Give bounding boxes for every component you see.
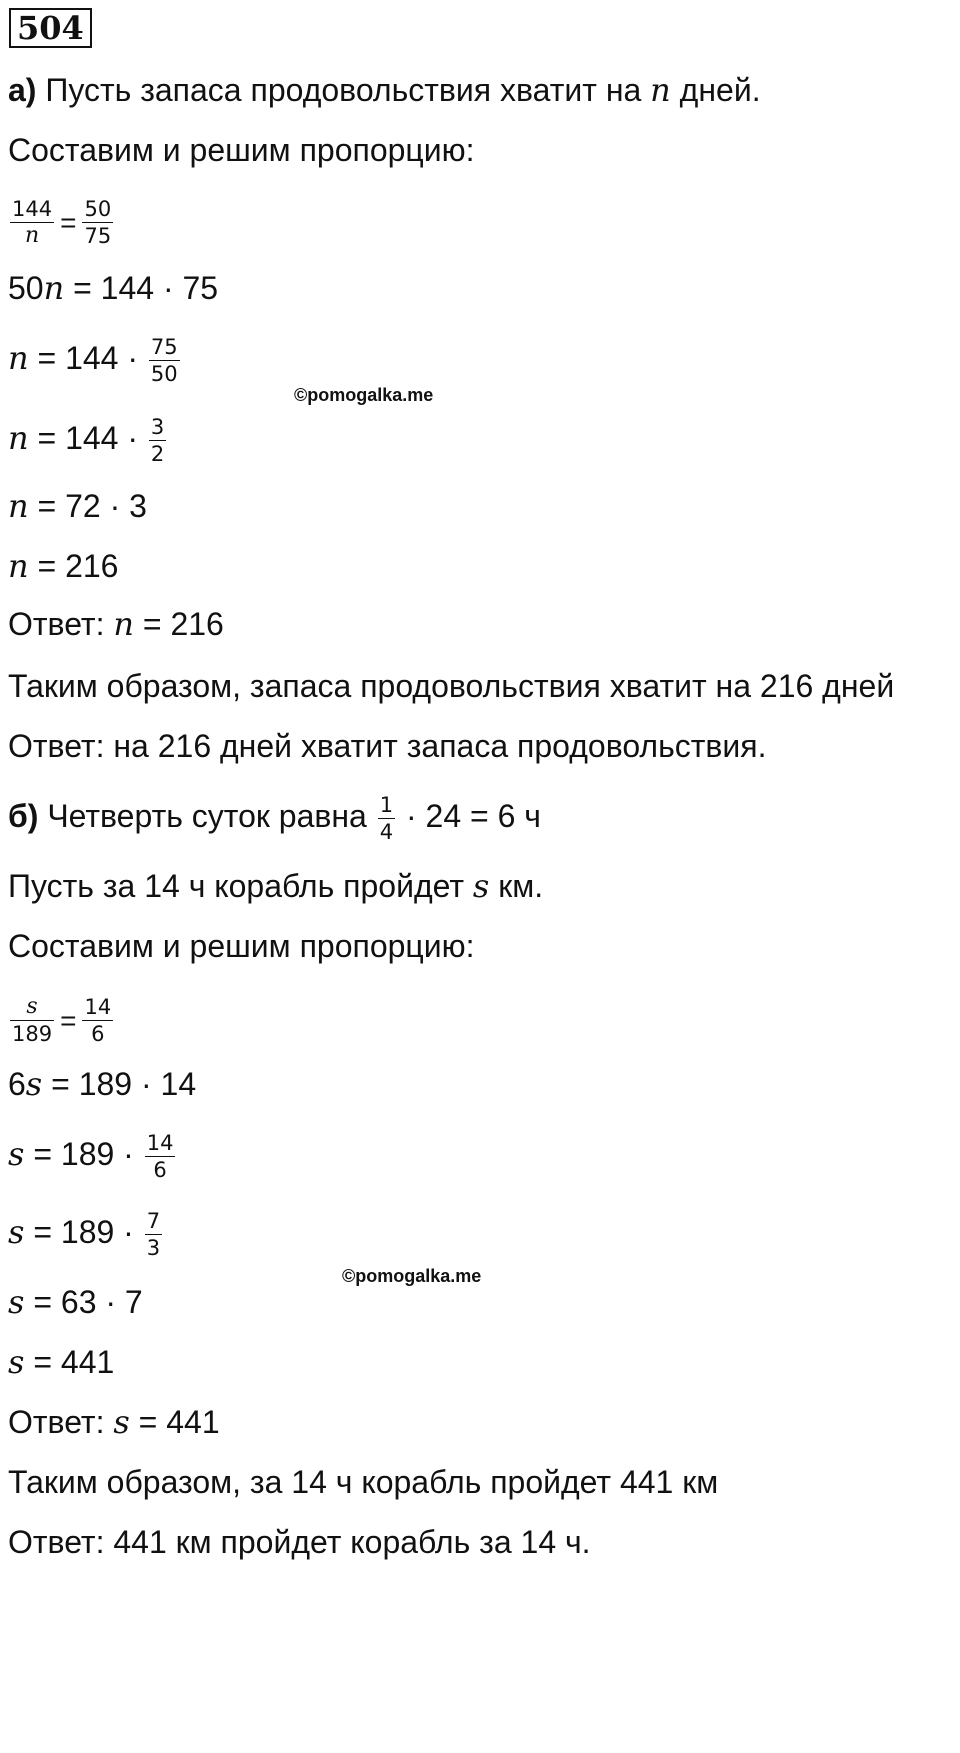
part-a-final-answer: Ответ: на 216 дней хватит запаса продовольствия. xyxy=(8,728,767,764)
part-b-step-4: s = 63 · 7 xyxy=(8,1283,143,1321)
part-b-step-2: s = 189 · $\frac{14}{6}$ xyxy=(8,1131,174,1183)
fraction-144-n: $\frac{144}{n}$ xyxy=(12,197,53,249)
part-b-final-answer: Ответ: 441 км пройдет корабль за 14 ч. xyxy=(8,1524,591,1560)
part-b-step-5: s = 441 xyxy=(8,1343,115,1381)
part-a-conclusion: Таким образом, запаса продовольствия хватит на 216 дней xyxy=(8,668,895,704)
fraction-1-4: $\frac{1}{4}$ xyxy=(379,793,394,845)
part-b-quarter: б) Четверть суток равна $\frac{1}{4}$ · 24 = 6 ч xyxy=(8,793,541,845)
part-a-step-5: n = 216 xyxy=(8,547,119,585)
fraction-7-3: $\frac{7}{3}$ xyxy=(146,1209,161,1261)
part-b-intro: Пусть за 14 ч корабль пройдет s км. xyxy=(8,867,544,905)
part-b-proportion: $\frac{s}{189}$ = $\frac{14}{6}$ xyxy=(12,994,112,1047)
part-a-proportion: $\frac{144}{n}$ = $\frac{50}{75}$ xyxy=(12,197,112,249)
part-a-compose: Составим и решим пропорцию: xyxy=(8,132,475,168)
part-a-step-4: n = 72 · 3 xyxy=(8,487,147,525)
part-a-answer: Ответ: n = 216 xyxy=(8,605,224,643)
part-a-step-2: n = 144 · $\frac{75}{50}$ xyxy=(8,335,178,387)
fraction-14-6-step: $\frac{14}{6}$ xyxy=(146,1131,174,1183)
part-a-step-3: n = 144 · $\frac{3}{2}$ xyxy=(8,415,165,467)
watermark-2: ©pomogalka.me xyxy=(342,1266,482,1286)
var-n: n xyxy=(650,71,671,109)
part-a-label: а) xyxy=(8,72,37,108)
fraction-75-50: $\frac{75}{50}$ xyxy=(150,335,178,387)
var-s: s xyxy=(472,867,490,905)
part-b-label: б) xyxy=(8,798,39,834)
fraction-14-6: $\frac{14}{6}$ xyxy=(84,995,112,1047)
part-a-intro-end: дней. xyxy=(679,72,761,108)
part-b-step-3: s = 189 · $\frac{7}{3}$ xyxy=(8,1209,161,1261)
part-b-conclusion: Таким образом, за 14 ч корабль пройдет 441 км xyxy=(8,1464,719,1500)
fraction-3-2: $\frac{3}{2}$ xyxy=(150,415,165,467)
fraction-s-189: $\frac{s}{189}$ xyxy=(12,994,53,1047)
part-b-step-1: 6s = 189 · 14 xyxy=(8,1065,197,1103)
fraction-50-75: $\frac{50}{75}$ xyxy=(84,197,112,249)
part-b-compose: Составим и решим пропорцию: xyxy=(8,928,475,964)
part-a-intro xyxy=(8,70,761,110)
problem-number: 504 xyxy=(9,8,92,48)
part-b-answer: Ответ: s = 441 xyxy=(8,1403,220,1441)
watermark: ©pomogalka.me xyxy=(294,385,434,405)
part-a-step-1: 50n = 144 · 75 xyxy=(8,269,219,307)
part-a-intro-text: Пусть запаса продовольствия хватит на xyxy=(45,72,642,108)
